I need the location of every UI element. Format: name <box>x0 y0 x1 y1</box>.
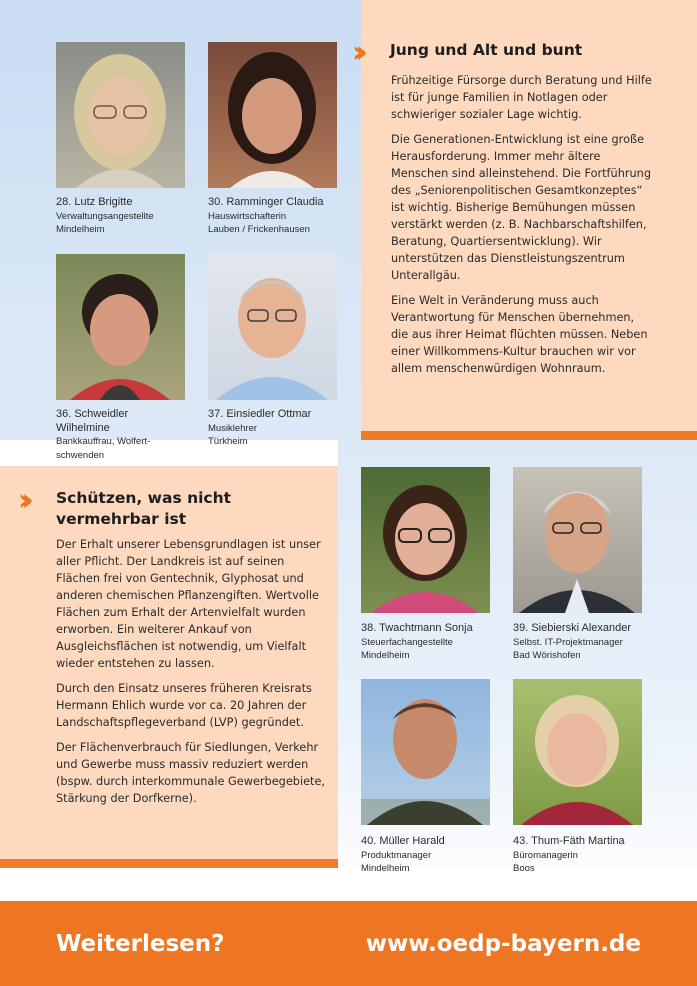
candidate-town: Mindelheim <box>56 224 105 235</box>
candidate-photo-37 <box>208 254 337 400</box>
section-protect-header <box>18 483 330 530</box>
candidate-town: Bad Wörishofen <box>513 650 581 661</box>
candidate-caption-40 <box>361 835 506 876</box>
footer-read-more: Weiterlesen? <box>56 930 225 957</box>
paragraph: Der Flächenverbrauch für Siedlungen, Verkehr und Gewerbe muss massiv reduziert werden (bspw. durch interkommunale Gewerbegebiete, Stärkung der Dorfkerne). <box>56 741 326 805</box>
footer-bar <box>0 901 697 986</box>
candidate-town: Mindelheim <box>361 863 410 874</box>
candidate-name: 36. Schweidler <box>56 408 129 420</box>
candidate-town: schwenden <box>56 449 105 461</box>
candidate-town: Boos <box>513 863 535 874</box>
paragraph: Die Generationen-Entwicklung ist eine große Herausforderung. Immer mehr ältere Menschen sind alleinstehend. Die Fortführung des „Seniorenpolitischen Gesamtkonzeptes“ ist wichtig. Bisherige Bemühungen müssen verstärkt werden (z. B. Nachbarschaftshilfen, Beratung, Quartiersentwicklung). Wir unterstützen das Dienstleistungszentrum Unterallgäu. <box>391 133 651 282</box>
candidate-occupation: Verwaltungsangestellte <box>56 210 154 222</box>
candidate-name: 37. Einsiedler Ottmar <box>208 408 312 420</box>
paragraph: Durch den Einsatz unseres früheren Kreisrats Hermann Ehlich wurde vor ca. 20 Jahren der Landschaftspflegeverband (LVP) gegründet. <box>56 682 312 729</box>
candidate-town: Lauben / Frickenhausen <box>208 224 310 235</box>
section-young-old-header <box>352 35 652 70</box>
section-protect-body <box>18 536 330 807</box>
candidate-occupation: Produktmanager <box>361 849 432 861</box>
section-young-old <box>352 35 652 377</box>
section-protect-title-line1: Schützen, was nicht <box>56 489 232 507</box>
candidate-name: 39. Siebierski Alexander <box>513 622 632 634</box>
section-young-old-body <box>352 72 652 377</box>
candidate-occupation: Selbst. IT-Projektmanager <box>513 636 623 648</box>
double-chevron-icon: ›› <box>352 35 359 70</box>
candidate-caption-38 <box>361 622 506 663</box>
candidate-occupation: Büromanagerin <box>513 849 578 861</box>
candidate-name: 28. Lutz Brigitte <box>56 196 133 208</box>
candidate-photo-40 <box>361 679 490 825</box>
candidate-town: Türkheim <box>208 436 248 447</box>
double-chevron-icon: ›› <box>18 483 25 518</box>
section-protect-title-line2: vermehrbar ist <box>56 510 187 528</box>
candidate-name: 43. Thum-Fäth Martina <box>513 835 625 847</box>
candidate-caption-30 <box>208 196 348 237</box>
candidate-caption-36 <box>56 408 196 462</box>
candidate-photo-38 <box>361 467 490 613</box>
paragraph: Eine Welt in Veränderung muss auch Verantwortung für Menschen übernehmen, die aus ihrer Heimat flüchten müssen. Neben einer Willkommens-Kultur brauchen wir vor allem menschenwürdigen Wohnraum. <box>391 294 648 375</box>
section-protect-title <box>56 488 231 530</box>
candidate-caption-43 <box>513 835 673 876</box>
footer-website-link[interactable]: www.oedp-bayern.de <box>365 930 641 957</box>
candidate-occupation: Bankkauffrau, Wolfert- <box>56 436 151 447</box>
candidate-caption-39 <box>513 622 673 663</box>
candidate-photo-43 <box>513 679 642 825</box>
candidate-caption-37 <box>208 408 348 449</box>
candidate-photo-36 <box>56 254 185 400</box>
section-protect <box>18 483 330 807</box>
candidate-occupation: Musiklehrer <box>208 422 258 434</box>
candidate-name-cont: Wilhelmine <box>56 421 110 434</box>
candidate-occupation: Steuerfachangestellte <box>361 636 453 648</box>
candidate-photo-30 <box>208 42 337 188</box>
candidate-town: Mindelheim <box>361 650 410 661</box>
candidate-name: 30. Ramminger Claudia <box>208 196 324 208</box>
candidate-photo-39 <box>513 467 642 613</box>
candidate-name: 38. Twachtmann Sonja <box>361 622 473 634</box>
paragraph: Frühzeitige Fürsorge durch Beratung und Hilfe ist für junge Familien in Notlagen oder schwieriger sozialer Lage wichtig. <box>391 74 652 121</box>
paragraph: Der Erhalt unserer Lebensgrundlagen ist unser aller Pflicht. Der Landkreis ist auf seinen Flächen frei von Gentechnik, Glyphosat und anderen chemischen Pflanzengiften. Wertvolle Flächen zum Erhalt der Artenvielfalt wurden erworben. Ein weiterer Ankauf von Ausgleichsflächen ist notwendig, um Vielfalt wieder entstehen zu lassen. <box>56 538 321 670</box>
candidate-caption-28 <box>56 196 196 237</box>
candidate-occupation: Hauswirtschafterin <box>208 210 287 222</box>
candidate-name: 40. Müller Harald <box>361 835 445 847</box>
section-young-old-title: Jung und Alt und bunt <box>390 41 583 59</box>
candidate-photo-28 <box>56 42 185 188</box>
